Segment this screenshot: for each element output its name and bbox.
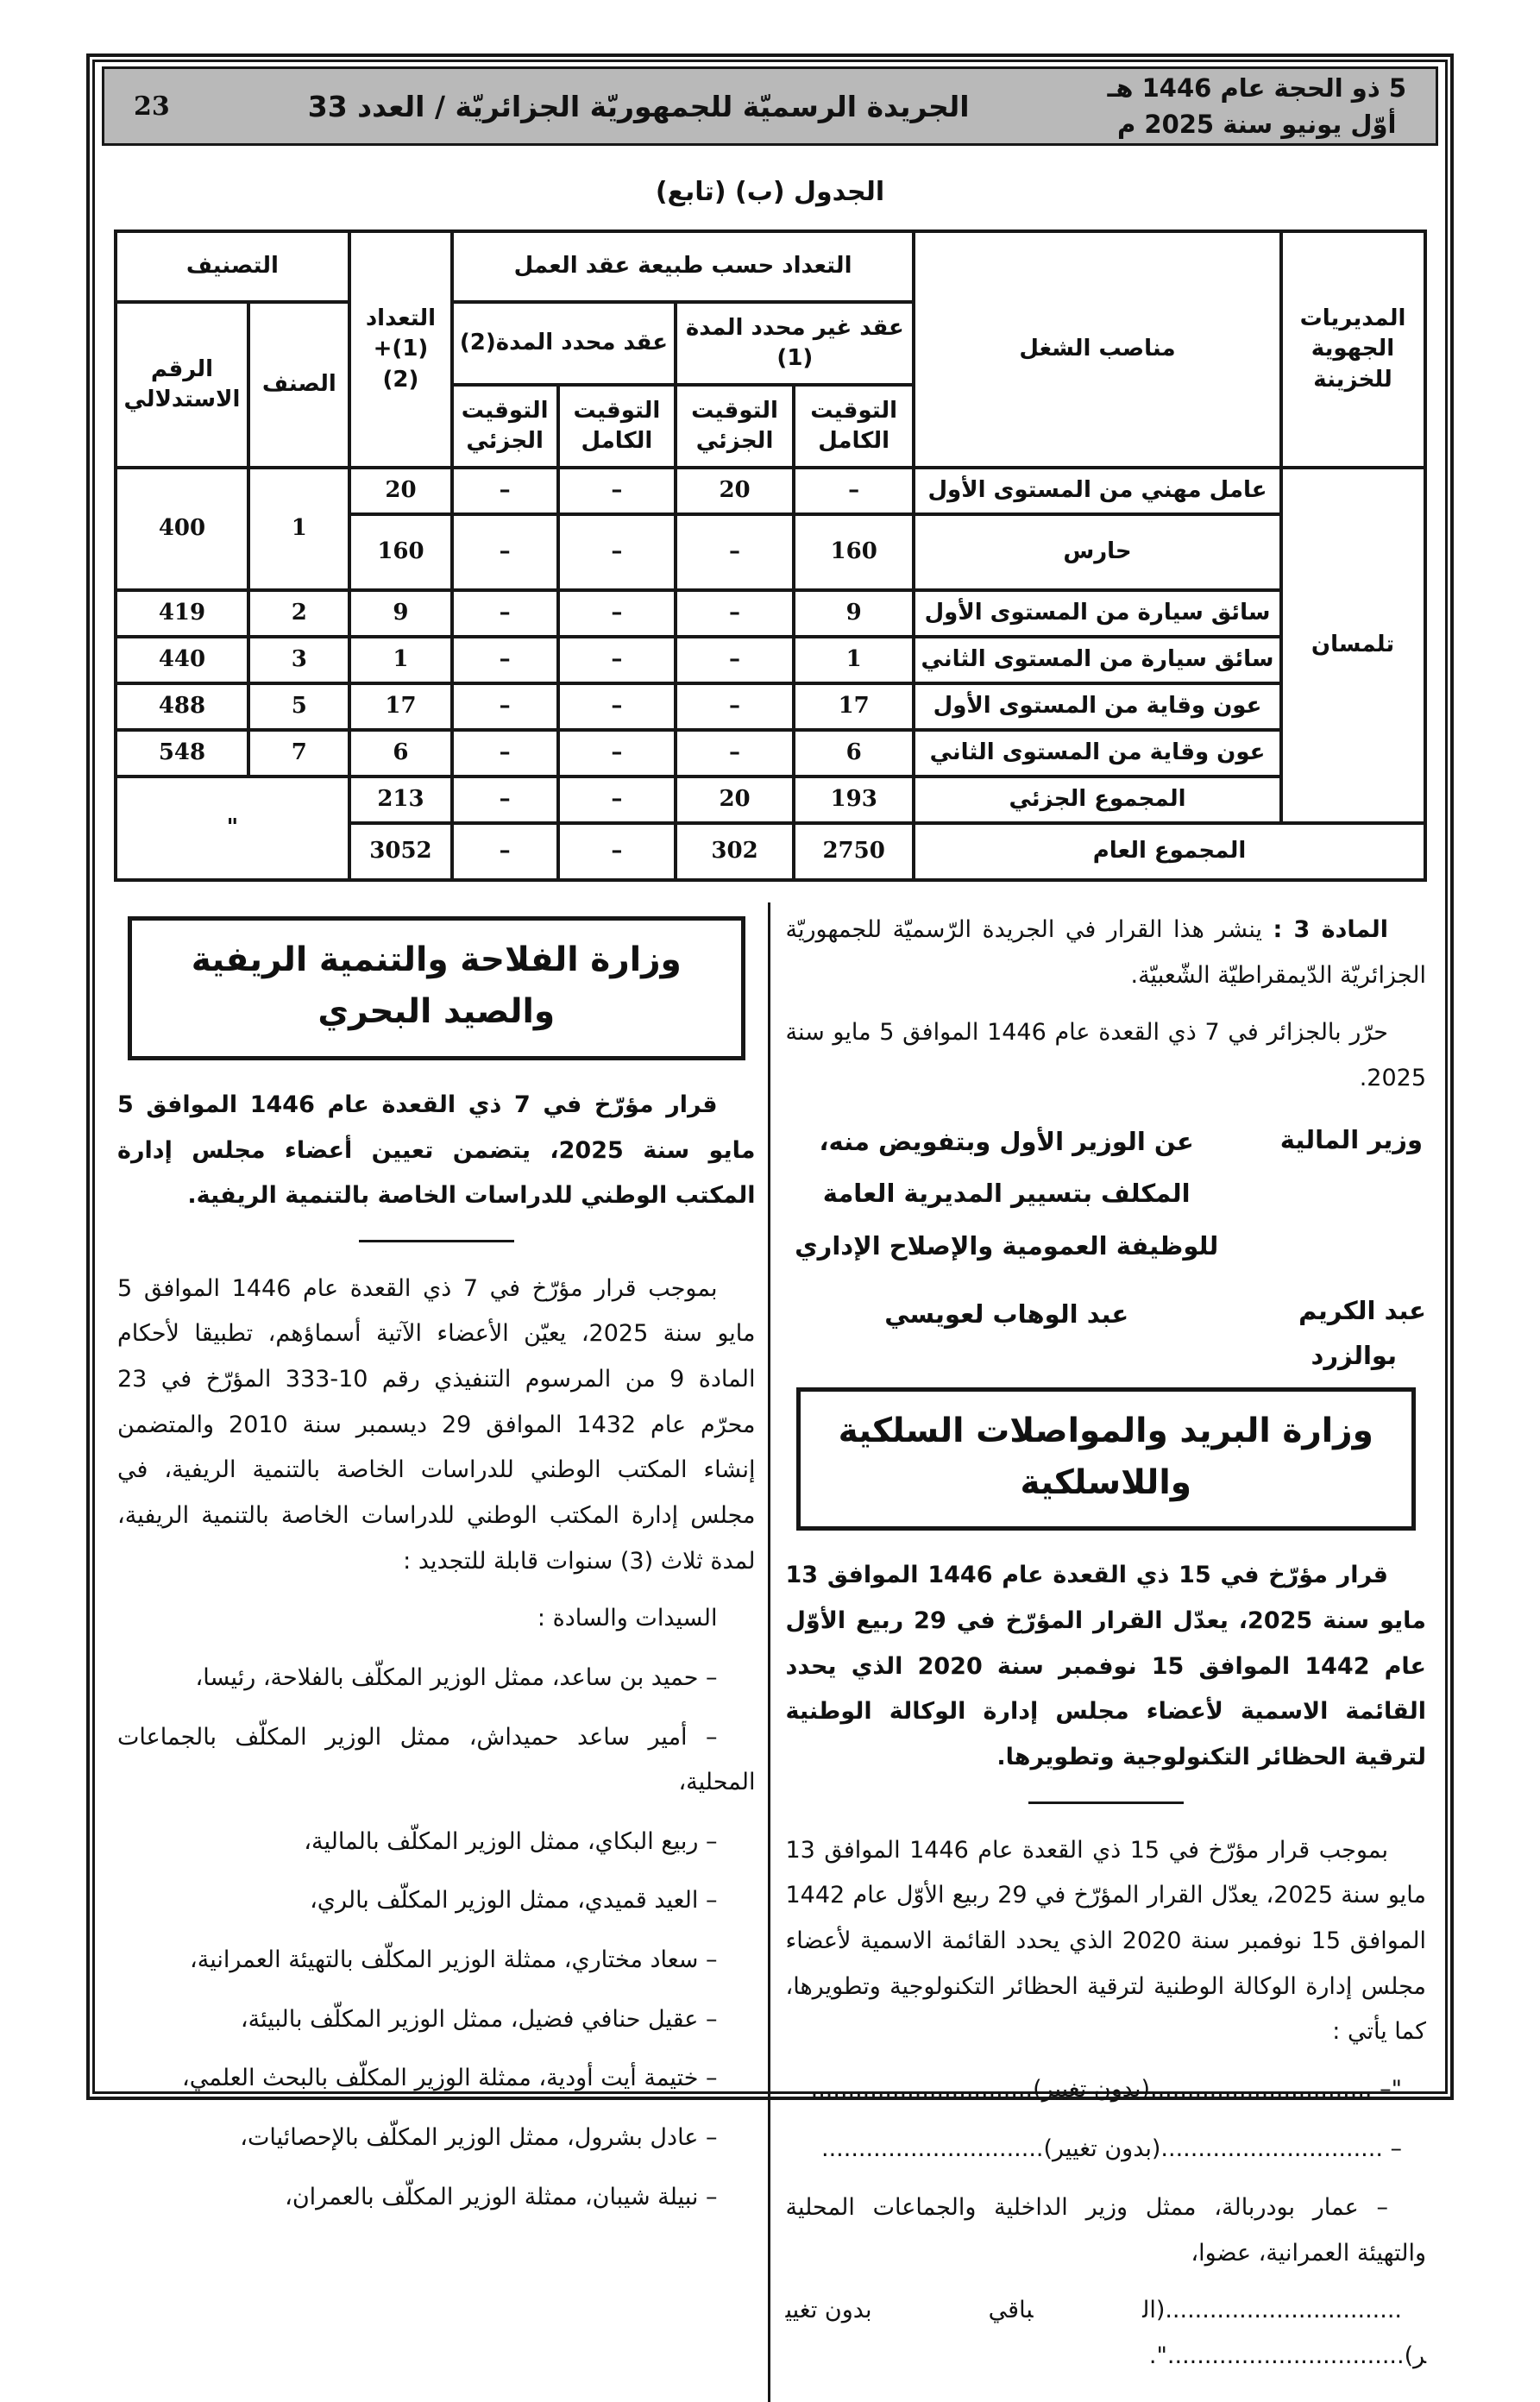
col-header-total-line2: (1)+ (2)	[373, 336, 429, 393]
ministry-agriculture-box	[128, 916, 745, 1060]
cell-part1: –	[676, 514, 794, 590]
delegation-line3: للوظيفة العمومية والإصلاح الإداري	[795, 1231, 1219, 1261]
cell-part2: –	[452, 823, 558, 880]
page-border-inner	[92, 60, 1448, 2370]
table-row	[116, 590, 1425, 637]
staffing-table	[114, 230, 1427, 882]
col-header-region: المديريات الجهوية للخزينة	[1281, 231, 1425, 468]
cell-grade: 3	[248, 637, 349, 683]
page-header-band	[102, 66, 1438, 146]
issue-date-hijri: 5 ذو الحجة عام 1446 هـ	[1107, 72, 1406, 103]
col-header-part-time-2: التوقيت الجزئي	[452, 385, 558, 468]
cell-full2: –	[558, 730, 676, 777]
list-item: – عقيل حنافي فضيل، ممثل الوزير المكلّف بالبيئة،	[240, 2005, 718, 2033]
post-decree-body: بموجب قرار مؤرّخ في 15 ذي القعدة عام 1446 الموافق 13 مايو سنة 2025، يعدّل القرار المؤرّخ في 29 ربيع الأوّل عام 1442 الموافق 15 نوفمبر سنة 2020 الذي يحدد القائمة الاسمية لأعضاء مجلس إدارة الوكالة الوطنية لترقية الحظائر التكنولوجية وتطويرها، كما يأتي :	[785, 1836, 1426, 2046]
delegation-line2: المكلف بتسيير المديرية العامة	[822, 1179, 1191, 1209]
ministry-post-title-line2: واللاسلكية	[1020, 1463, 1191, 1503]
cell-full1: –	[794, 468, 915, 514]
cell-grade: 5	[248, 683, 349, 730]
cell-full2: –	[558, 637, 676, 683]
cell-index: 400	[116, 468, 249, 590]
cell-full2: –	[558, 823, 676, 880]
cell-part2: –	[452, 637, 558, 683]
cell-part1: –	[676, 683, 794, 730]
closing-line: ................................(الباقي بدون تغيير)................................".	[785, 2297, 1426, 2370]
cell-part2: –	[452, 590, 558, 637]
list-item: – سعاد مختاري، ممثلة الوزير المكلّف بالتهيئة العمرانية،	[190, 1946, 718, 1974]
cell-full2: –	[558, 514, 676, 590]
members-list-intro: السيدات والسادة :	[537, 1605, 718, 1632]
cell-index: 419	[116, 590, 249, 637]
issue-date-block	[1108, 70, 1407, 142]
cell-part2: –	[452, 468, 558, 514]
article-3-paragraph	[786, 908, 1427, 998]
cell-total: 213	[349, 777, 451, 823]
list-item: – حميد بن ساعد، ممثل الوزير المكلّف بالفلاحة، رئيسا،	[195, 1663, 718, 1691]
issued-at-paragraph: حرّر بالجزائر في 7 ذي القعدة عام 1446 الموافق 5 مايو سنة 2025.	[785, 1019, 1426, 1091]
post-member-line: – عمار بودربالة، ممثل وزير الداخلية والجماعات المحلية والتهيئة العمرانية، عضوا،	[785, 2194, 1426, 2267]
cell-part2: –	[452, 514, 558, 590]
col-header-jobs: مناصب الشغل	[914, 231, 1280, 468]
col-header-contract-group: التعداد حسب طبيعة عقد العمل	[452, 231, 915, 302]
unchanged-line-1: "– ..............................(بدون تغيير)..............................	[810, 2075, 1402, 2103]
cell-part2: –	[452, 777, 558, 823]
delegation-line1: عن الوزير الأول وبتفويض منه،	[819, 1126, 1194, 1156]
list-item: – نبيلة شيبان، ممثلة الوزير المكلّف بالعمران،	[285, 2183, 718, 2210]
cell-part1: –	[676, 730, 794, 777]
unchanged-line-2: – ..............................(بدون تغيير)..............................	[821, 2135, 1402, 2162]
list-item: – ختيمة أيت أودية، ممثلة الوزير المكلّف بالبحث العلمي،	[182, 2065, 718, 2092]
table-row	[116, 468, 1425, 514]
signer-minister-line2: بوالزرد	[1311, 1341, 1397, 1371]
cell-total: 17	[349, 683, 451, 730]
agriculture-decree-body: بموجب قرار مؤرّخ في 7 ذي القعدة عام 1446 الموافق 5 مايو سنة 2025، يعيّن الأعضاء الآتية أسماؤهم، تطبيقا لأحكام المادة 9 من المرسوم التنفيذي رقم 10-333 المؤرّخ في 23 محرّم عام 1432 الموافق 29 ديسمبر سنة 2010 والمتضمن إنشاء المكتب الوطني للدراسات الخاصة بالتنمية الريفية، في مجلس إدارة المكتب الوطني للدراسات الخاصة بالتنمية الريفية، لمدة ثلاث (3) سنوات قابلة للتجديد :	[117, 1274, 756, 1575]
article-3-label: المادة 3 :	[1273, 916, 1389, 943]
cell-full2: –	[558, 468, 676, 514]
cell-grade: 7	[248, 730, 349, 777]
signature-block	[786, 1116, 1427, 1379]
list-item: – ربيع البكاي، ممثل الوزير المكلّف بالمالية،	[304, 1827, 718, 1855]
col-header-class-group: التصنيف	[116, 231, 350, 302]
page-border-outer	[86, 53, 1454, 2370]
ditto-mark: "	[116, 777, 350, 880]
cell-part1: –	[676, 637, 794, 683]
table-row	[116, 683, 1425, 730]
cell-part1: –	[676, 590, 794, 637]
table-title: الجدول (ب) (تابع)	[655, 177, 885, 207]
job-title: سائق سيارة من المستوى الثاني	[914, 637, 1280, 683]
column-right	[770, 902, 1439, 2402]
cell-full1: 6	[794, 730, 915, 777]
cell-full1: 2750	[794, 823, 915, 880]
col-header-fixed-contract: عقد محدد المدة(2)	[452, 302, 676, 385]
text-columns	[102, 902, 1438, 2402]
subtotal-row	[116, 777, 1425, 823]
job-title: عون وقاية من المستوى الثاني	[914, 730, 1280, 777]
col-header-total-line1: التعداد	[365, 305, 437, 332]
subtotal-label: المجموع الجزئي	[914, 777, 1280, 823]
job-title: حارس	[914, 514, 1280, 590]
list-item: – العيد قميدي، ممثل الوزير المكلّف بالري،	[310, 1887, 718, 1915]
cell-grade: 2	[248, 590, 349, 637]
cell-full2: –	[558, 777, 676, 823]
table-row	[116, 637, 1425, 683]
grand-total-label: المجموع العام	[914, 823, 1424, 880]
cell-total: 1	[349, 637, 451, 683]
cell-part2: –	[452, 683, 558, 730]
agriculture-decree-summary: قرار مؤرّخ في 7 ذي القعدة عام 1446 الموافق 5 مايو سنة 2025، يتضمن تعيين أعضاء مجلس إدارة المكتب الوطني للدراسات الخاصة بالتنمية الريفية.	[117, 1091, 756, 1210]
ministry-agriculture-title-line1: وزارة الفلاحة والتنمية الريفية	[191, 940, 682, 979]
list-item: – أمير ساعد حميداش، ممثل الوزير المكلّف بالجماعات المحلية،	[117, 1723, 756, 1796]
job-title: سائق سيارة من المستوى الأول	[914, 590, 1280, 637]
col-header-full-time-1: التوقيت الكامل	[794, 385, 915, 468]
signer-delegate-name: عبد الوهاب لعويسي	[884, 1299, 1129, 1330]
job-title: عامل مهني من المستوى الأول	[914, 468, 1280, 514]
cell-full1: 160	[794, 514, 915, 590]
cell-grade: 1	[248, 468, 349, 590]
cell-part1: 20	[676, 777, 794, 823]
minister-title: وزير المالية	[1279, 1124, 1423, 1154]
signer-minister-name	[1228, 1288, 1426, 1378]
issue-date-gregorian: أوّل يونيو سنة 2025 م	[1117, 110, 1397, 139]
signer-minister-line1: عبد الكريم	[1298, 1296, 1426, 1326]
journal-title: الجريدة الرسميّة للجمهوريّة الجزائريّة / العدد 33	[307, 89, 970, 123]
page-number: 23	[134, 91, 170, 122]
cell-index: 488	[116, 683, 249, 730]
article-3-text: ينشر هذا القرار في الجريدة الرّسميّة للجمهوريّة الجزائريّة الدّيمقراطيّة الشّعبيّة.	[785, 916, 1426, 989]
col-header-open-contract: عقد غير محدد المدة (1)	[676, 302, 914, 385]
table-row	[116, 730, 1425, 777]
separator-rule	[359, 1240, 514, 1242]
col-header-total	[349, 231, 451, 468]
cell-total: 20	[349, 468, 451, 514]
column-left	[102, 902, 770, 2402]
cell-full1: 193	[794, 777, 915, 823]
post-decree-summary: قرار مؤرّخ في 15 ذي القعدة عام 1446 الموافق 13 مايو سنة 2025، يعدّل القرار المؤرّخ في 29 ربيع الأوّل عام 1442 الموافق 15 نوفمبر سنة 2020 الذي يحدد القائمة الاسمية لأعضاء مجلس إدارة الوكالة الوطنية لترقية الحظائر التكنولوجية وتطويرها.	[785, 1562, 1426, 1771]
cell-full2: –	[558, 590, 676, 637]
ministry-agriculture-title-line2: والصيد البحري	[317, 992, 556, 1032]
ministry-post-box	[796, 1387, 1417, 1531]
cell-total: 3052	[349, 823, 451, 880]
col-header-full-time-2: التوقيت الكامل	[558, 385, 676, 468]
col-header-index: الرقم الاستدلالي	[116, 302, 249, 468]
members-list	[117, 1656, 756, 2220]
cell-part1: 20	[676, 468, 794, 514]
cell-full2: –	[558, 683, 676, 730]
cell-part1: 302	[676, 823, 794, 880]
cell-full1: 17	[794, 683, 915, 730]
cell-full1: 9	[794, 590, 915, 637]
col-header-grade: الصنف	[248, 302, 349, 468]
cell-total: 9	[349, 590, 451, 637]
cell-full1: 1	[794, 637, 915, 683]
cell-index: 440	[116, 637, 249, 683]
separator-rule	[1028, 1802, 1184, 1804]
job-title: عون وقاية من المستوى الأول	[914, 683, 1280, 730]
list-item: – عادل بشرول، ممثل الوزير المكلّف بالإحصائيات،	[240, 2124, 718, 2152]
col-header-part-time-1: التوقيت الجزئي	[676, 385, 794, 468]
region-cell: تلمسان	[1281, 468, 1425, 823]
cell-total: 6	[349, 730, 451, 777]
delegation-text	[786, 1116, 1228, 1273]
cell-index: 548	[116, 730, 249, 777]
cell-part2: –	[452, 730, 558, 777]
cell-total: 160	[349, 514, 451, 590]
ministry-post-title-line1: وزارة البريد والمواصلات السلكية	[838, 1411, 1373, 1450]
